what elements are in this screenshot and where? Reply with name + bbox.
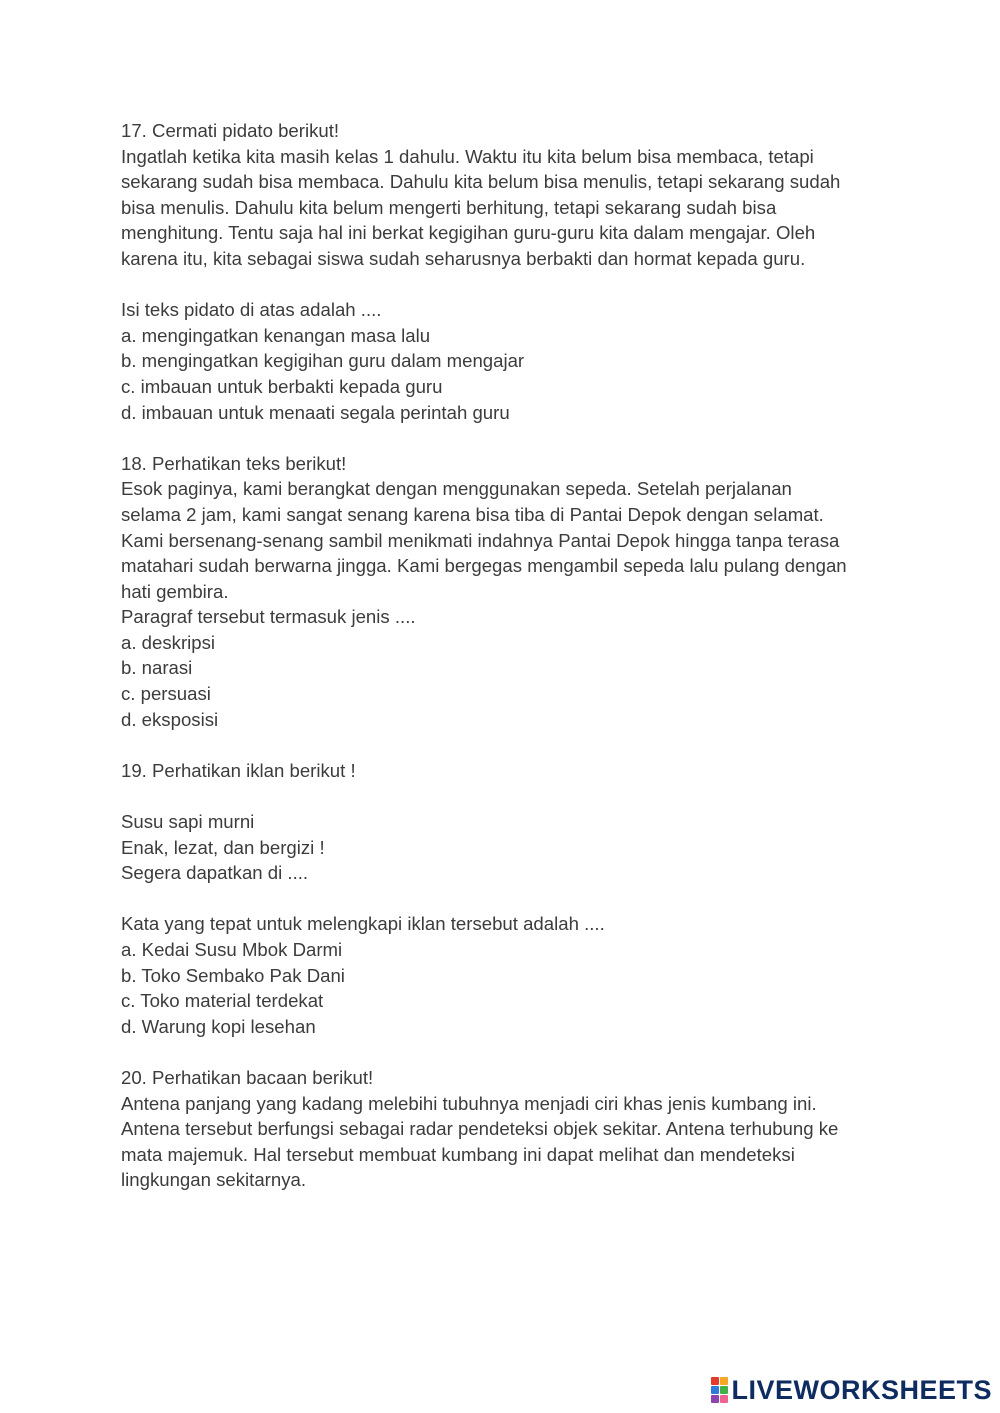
brand-name: LIVEWORKSHEETS: [731, 1374, 992, 1405]
question-19-option-d: d. Warung kopi lesehan: [121, 1015, 316, 1037]
question-20-passage-line: lingkungan sekitarnya.: [121, 1169, 307, 1191]
question-20-passage-line: mata majemuk. Hal tersebut membuat kumbang ini dapat melihat dan mendeteksi: [121, 1143, 795, 1165]
question-17-prompt: Isi teks pidato di atas adalah ....: [121, 299, 382, 321]
spacer: [121, 272, 891, 298]
question-18-option-c: c. persuasi: [121, 683, 211, 705]
question-18-option-b: b. narasi: [121, 657, 193, 679]
question-18-passage-line: matahari sudah berwarna jingga. Kami bergegas mengambil sepeda lalu pulang dengan: [121, 555, 847, 577]
logo-block: [711, 1377, 719, 1385]
question-18-passage-line: selama 2 jam, kami sangat senang karena bisa tiba di Pantai Depok dengan selamat.: [121, 503, 824, 525]
question-17-passage-line: bisa menulis. Dahulu kita belum mengerti berhitung, tetapi sekarang sudah bisa: [121, 196, 777, 218]
question-17-passage-line: menghitung. Tentu saja hal ini berkat kegigihan guru-guru kita dalam mengajar. Oleh: [121, 222, 816, 244]
logo-block: [720, 1386, 728, 1394]
question-17-title: 17. Cermati pidato berikut!: [121, 120, 340, 141]
question-17-option-b: b. mengingatkan kegigihan guru dalam mengajar: [121, 350, 525, 372]
question-19-option-b: b. Toko Sembako Pak Dani: [121, 964, 345, 986]
spacer: [121, 1039, 891, 1065]
logo-icon: [711, 1377, 728, 1403]
question-19-ad-line: Segera dapatkan di ....: [121, 862, 309, 884]
spacer: [121, 425, 891, 451]
question-19-prompt: Kata yang tepat untuk melengkapi iklan tersebut adalah ....: [121, 913, 605, 935]
liveworksheets-logo: [711, 1375, 992, 1405]
question-19-option-c: c. Toko material terdekat: [121, 990, 324, 1012]
question-19-ad-line: Enak, lezat, dan bergizi !: [121, 836, 325, 858]
question-19-title: 19. Perhatikan iklan berikut !: [121, 759, 356, 781]
question-17-option-c: c. imbauan untuk berbakti kepada guru: [121, 375, 443, 397]
question-18-title: 18. Perhatikan teks berikut!: [121, 452, 347, 474]
question-17-passage-line: Ingatlah ketika kita masih kelas 1 dahulu. Waktu itu kita belum bisa membaca, tetapi: [121, 145, 814, 167]
question-18-option-d: d. eksposisi: [121, 708, 219, 730]
spacer: [121, 732, 891, 758]
question-18-passage-line: Kami bersenang-senang sambil menikmati indahnya Pantai Depok hingga tanpa terasa: [121, 529, 840, 551]
question-18-prompt: Paragraf tersebut termasuk jenis ....: [121, 606, 416, 628]
spacer: [121, 783, 891, 809]
logo-block: [711, 1386, 719, 1394]
question-17-option-d: d. imbauan untuk menaati segala perintah guru: [121, 401, 510, 423]
question-18-passage-line: Esok paginya, kami berangkat dengan menggunakan sepeda. Setelah perjalanan: [121, 478, 792, 500]
question-18-passage-line: hati gembira.: [121, 580, 229, 602]
question-17-passage-line: karena itu, kita sebagai siswa sudah seharusnya berbakti dan hormat kepada guru.: [121, 247, 806, 269]
question-20-passage-line: Antena tersebut berfungsi sebagai radar pendeteksi objek sekitar. Antena terhubung ke: [121, 1118, 839, 1140]
question-20-passage-line: Antena panjang yang kadang melebihi tubuhnya menjadi ciri khas jenis kumbang ini.: [121, 1092, 817, 1114]
question-17-option-a: a. mengingatkan kenangan masa lalu: [121, 324, 431, 346]
logo-block: [720, 1377, 728, 1385]
question-18-option-a: a. deskripsi: [121, 631, 216, 653]
question-19-option-a: a. Kedai Susu Mbok Darmi: [121, 939, 343, 960]
worksheet-content: [121, 118, 891, 1193]
question-20-title: 20. Perhatikan bacaan berikut!: [121, 1066, 374, 1088]
spacer: [121, 886, 891, 912]
logo-block: [711, 1395, 719, 1403]
logo-block: [720, 1395, 728, 1403]
question-19-ad-line: Susu sapi murni: [121, 811, 255, 833]
question-17-passage-line: sekarang sudah bisa membaca. Dahulu kita belum bisa menulis, tetapi sekarang sudah: [121, 171, 841, 193]
